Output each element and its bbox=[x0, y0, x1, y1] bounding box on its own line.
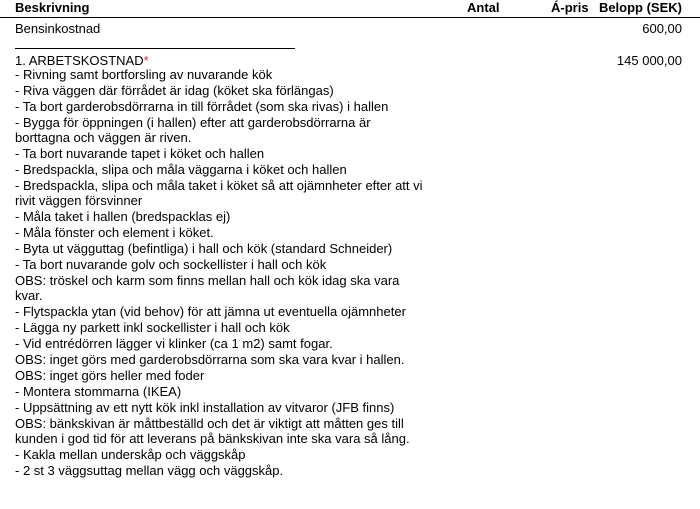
list-item: - Bredspackla, slipa och måla väggarna i köket och hallen bbox=[15, 161, 347, 177]
list-item: - Vid entrédörren lägger vi klinker (ca 1 m2) samt fogar. bbox=[15, 335, 333, 351]
list-item: OBS: tröskel och karm som finns mellan hall och kök idag ska vara kvar. bbox=[15, 273, 400, 303]
list-item: - Lägga ny parkett inkl sockellister i hall och kök bbox=[15, 319, 290, 335]
section-divider bbox=[15, 48, 295, 49]
list-item: - Ta bort nuvarande tapet i köket och hallen bbox=[15, 145, 265, 161]
section-title-text: 1. ARBETSKOSTNAD bbox=[15, 53, 144, 68]
list-item: - Bredspackla, slipa och måla taket i köket så att ojämnheter efter att vi rivit väggen försvinner bbox=[15, 178, 423, 208]
list-item: - Byta ut vägguttag (befintliga) i hall och kök (standard Schneider) bbox=[15, 240, 393, 256]
required-mark: * bbox=[143, 53, 149, 68]
list-item: - Ta bort garderobsdörrarna in till förrådet (som ska rivas) i hallen bbox=[15, 99, 389, 115]
row-bensin-amount: 600,00 bbox=[642, 21, 682, 36]
list-item: - Ta bort nuvarande golv och sockellister i hall och kök bbox=[15, 256, 327, 272]
list-item: - Måla taket i hallen (bredspacklas ej) bbox=[15, 208, 231, 224]
list-item: OBS: inget görs heller med foder bbox=[15, 368, 205, 383]
list-item: - Bygga för öppningen (i hallen) efter att garderobsdörrarna är borttagna och väggen är riven. bbox=[15, 115, 371, 145]
list-item: - Riva väggen där förrådet är idag (köket ska förlängas) bbox=[15, 83, 334, 99]
work-items-list bbox=[15, 68, 425, 480]
list-item: - Flytspackla ytan (vid behov) för att jämna ut eventuella ojämnheter bbox=[15, 303, 406, 319]
section-title-arbetskostnad bbox=[15, 53, 149, 68]
column-header-antal: Antal bbox=[467, 0, 500, 15]
list-item: - Montera stommarna (IKEA) bbox=[15, 384, 182, 400]
row-bensin-label: Bensinkostnad bbox=[15, 21, 101, 36]
list-item: - Rivning samt bortforsling av nuvarande kök bbox=[15, 67, 273, 82]
table-header bbox=[0, 0, 700, 18]
list-item: - Uppsättning av ett nytt kök inkl installation av vitvaror (JFB finns) bbox=[15, 400, 395, 416]
row-arbete-amount: 145 000,00 bbox=[616, 53, 682, 68]
list-item: OBS: inget görs med garderobsdörrarna som ska vara kvar i hallen. bbox=[15, 351, 405, 367]
list-item: OBS: bänkskivan är måttbeställd och det är viktigt att måtten ges till kunden i god tid för att leverans på bänkskivan inte ska vara så lång. bbox=[15, 416, 410, 446]
list-item: - Måla fönster och element i köket. bbox=[15, 224, 214, 240]
column-header-apris: Á-pris bbox=[551, 0, 589, 15]
list-item: - 2 st 3 väggsuttag mellan vägg och väggskåp. bbox=[15, 462, 284, 478]
column-header-belopp: Belopp (SEK) bbox=[598, 0, 682, 15]
list-item: - Kakla mellan underskåp och väggskåp bbox=[15, 446, 246, 462]
column-header-beskrivning: Beskrivning bbox=[15, 0, 90, 15]
